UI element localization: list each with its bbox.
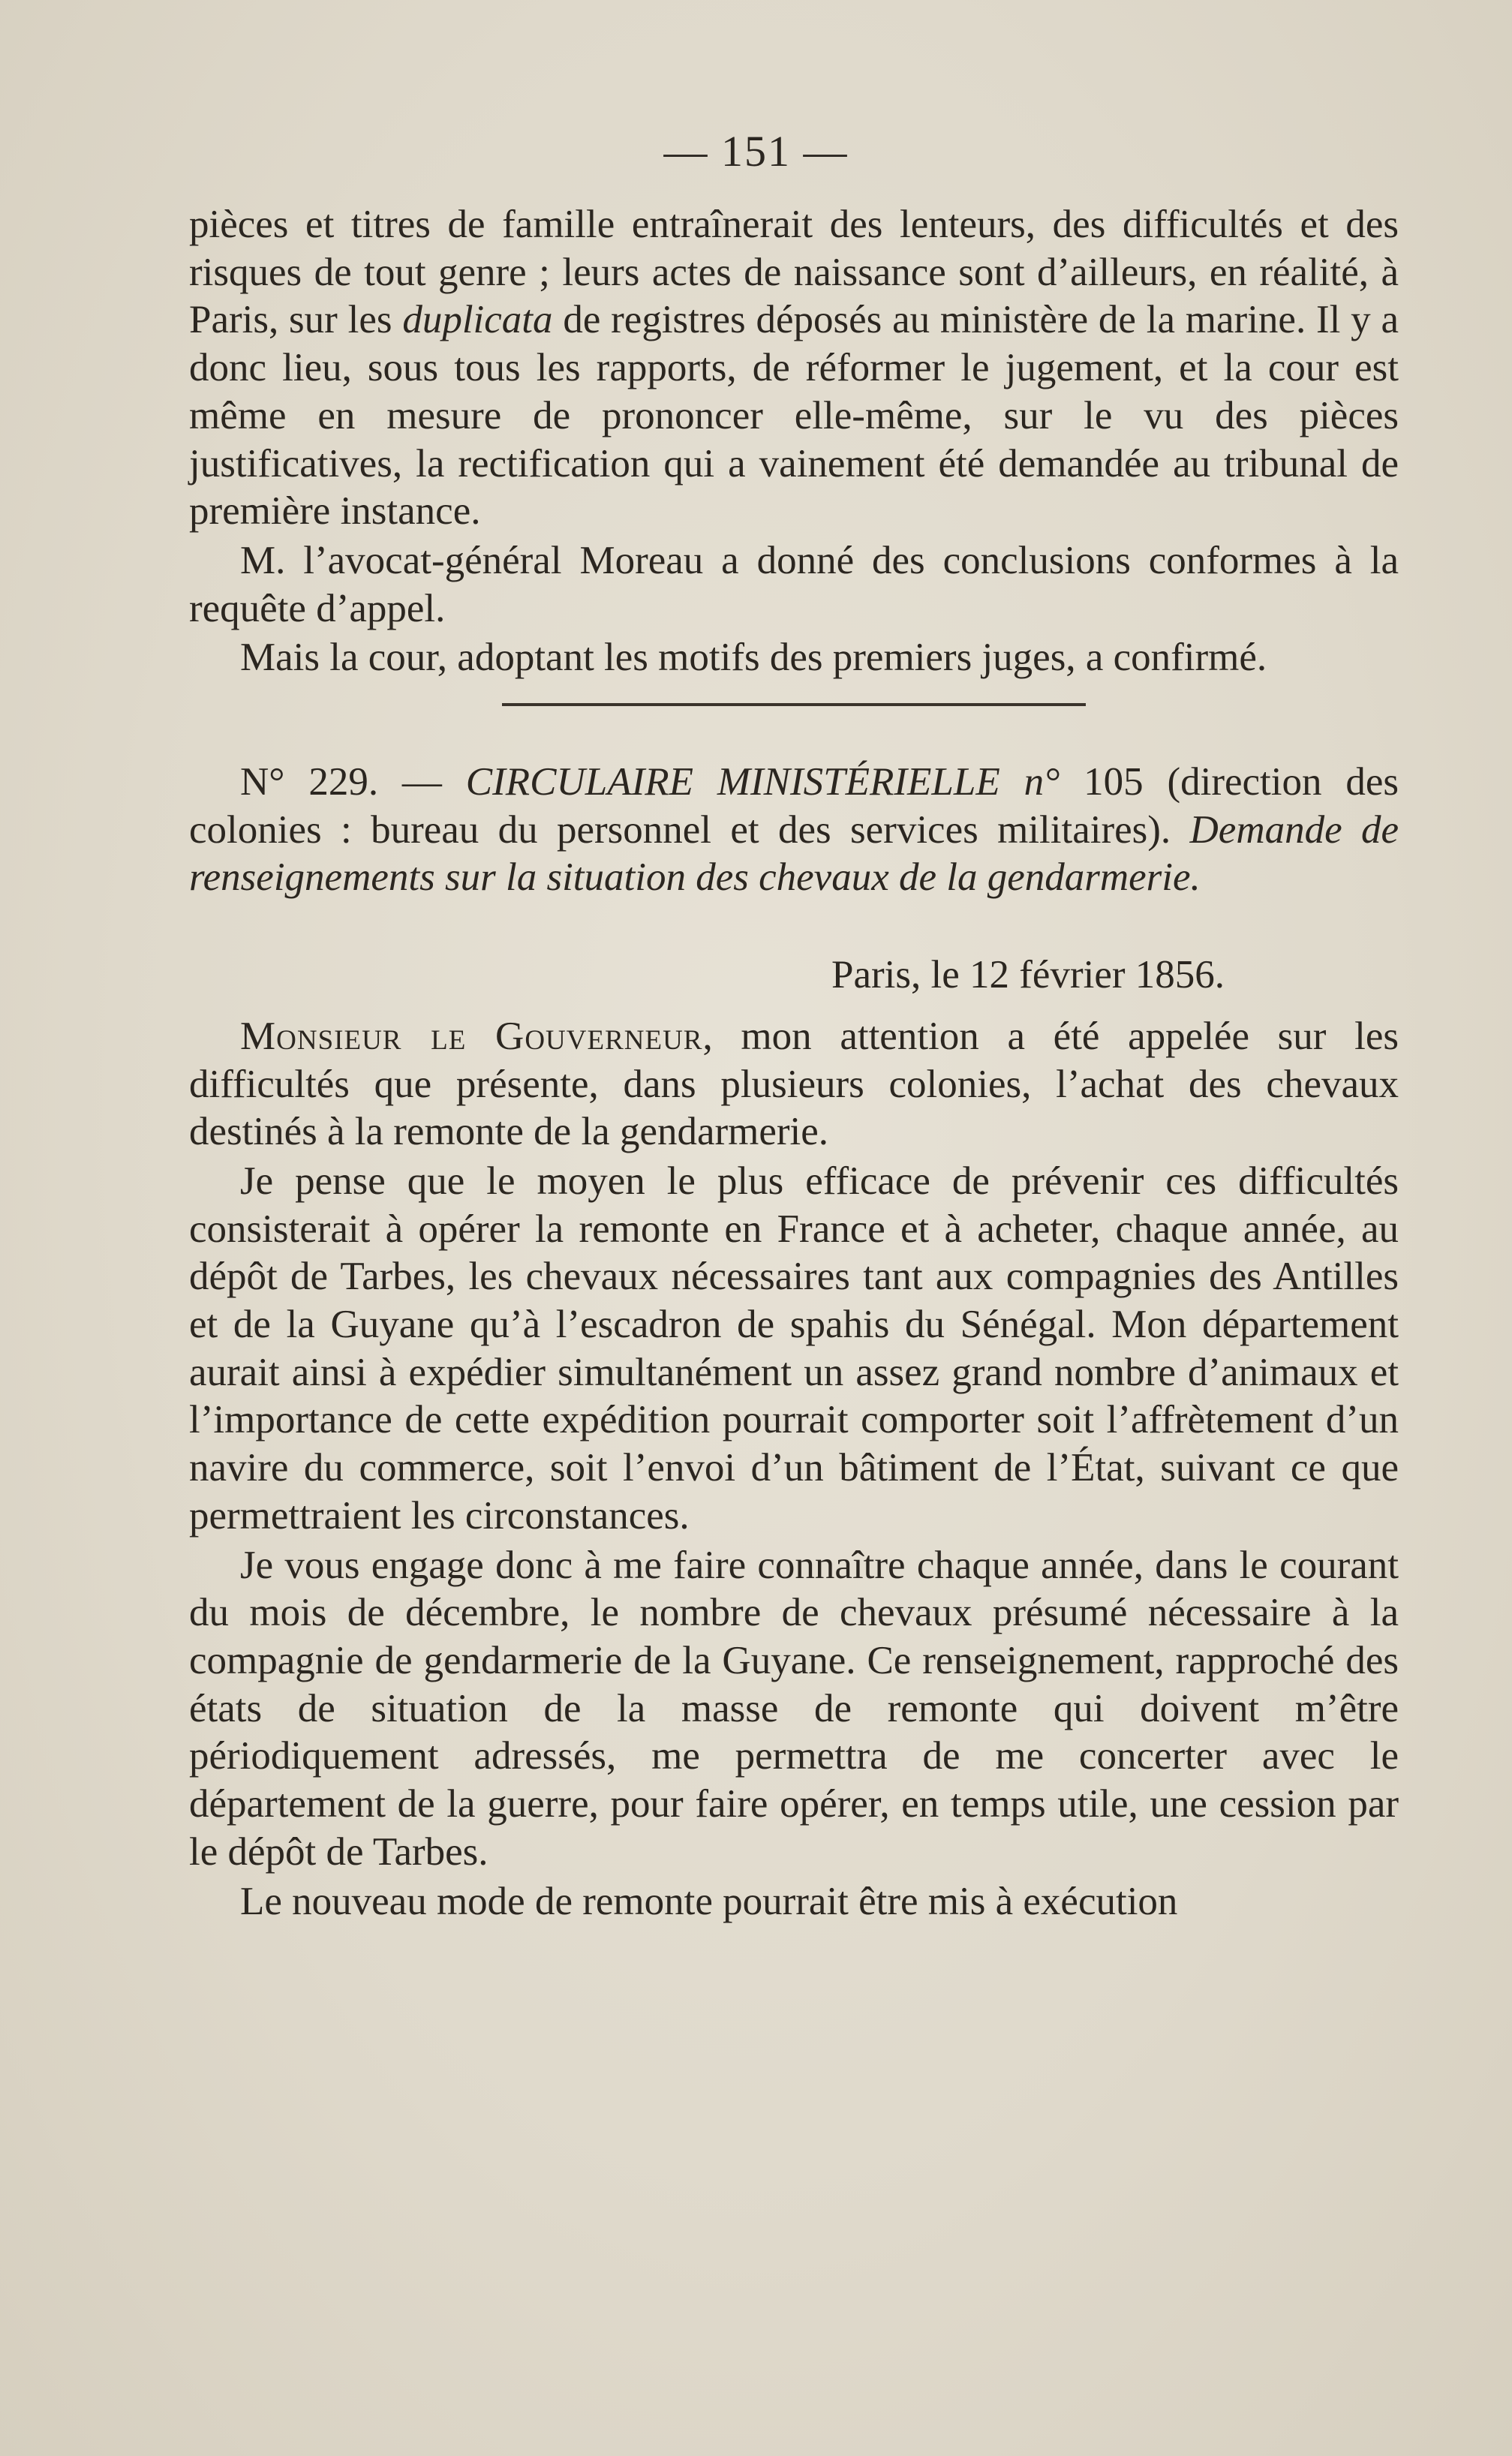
letter-paragraph-4: Le nouveau mode de remonte pourrait être mis à exécution — [240, 1879, 1178, 1923]
notice-number: N° 229. — — [240, 760, 466, 804]
letter-opening — [189, 1013, 1399, 1156]
paragraph-text: pièces et titres de famille entraînerait des lenteurs, des difficultés et des risques de tout genre ; leurs actes de naissance sont d’ailleurs, en réalité, à Paris, sur les — [189, 203, 1399, 342]
text-column — [189, 201, 1399, 1925]
continued-paragraph — [189, 201, 1399, 536]
letter-paragraph-3: Je vous engage donc à me faire connaître chaque année, dans le courant du mois de décembre, le nombre de chevaux présumé nécessaire à la compagnie de gendarmerie de la Guyane. Ce renseignement, rapproché des états de situation de la masse de remonte qui doivent m’être périodiquement adressés, me permettra de me concerter avec le département de la guerre, pour faire opérer, en temps utile, une cession par le dépôt de Tarbes. — [189, 1543, 1399, 1874]
notice-details: 105 (direction des colonies : bureau du personnel et des services militaires). — [189, 760, 1399, 852]
paragraph-text-end: de registres déposés au ministère de la marine. Il y a donc lieu, sous tous les rapports, de réformer le jugement, et la cour est même en mesure de prononcer elle-même, sur le vu des pièces justificatives, la rectification qui a vainement été demandée au tribunal de première instance. — [189, 298, 1399, 534]
salutation: Monsieur le Gouverneur — [240, 1014, 703, 1058]
dateline: Paris, le 12 février 1856. — [831, 953, 1225, 997]
notice-subject: Demande de renseignements sur la situation des chevaux de la gendarmerie. — [189, 807, 1399, 900]
notice-no-label: n° — [999, 760, 1060, 804]
section-divider — [502, 703, 1086, 706]
letter-paragraph-2: Je pense que le moyen le plus efficace de prévenir ces difficultés consisterait à opérer la remonte en France et à acheter, chaque année, au dépôt de Tarbes, les chevaux nécessaires tant aux compagnies des Antilles et de la Guyane qu’à l’escadron de spahis du Sénégal. Mon département aurait ainsi à expédier simultanément un assez grand nombre d’animaux et l’importance de cette expédition pourrait comporter soit l’affrètement d’un navire du commerce, soit l’envoi d’un bâtiment de l’État, suivant ce que permettraient les circonstances. — [189, 1159, 1399, 1538]
page-number: — 151 — — [663, 127, 849, 176]
opening-text: , mon attention a été appelée sur les difficultés que présente, dans plusieurs colonies, l’achat des chevaux destinés à la remonte de la gendarmerie. — [189, 1014, 1399, 1154]
italic-term: duplicata — [402, 298, 553, 342]
paragraph-conclusions: M. l’avocat-général Moreau a donné des conclusions conformes à la requête d’appel. — [189, 538, 1399, 630]
notice-type: CIRCULAIRE MINISTÉRIELLE — [465, 760, 1000, 804]
notice-heading — [189, 759, 1399, 902]
paragraph-ruling: Mais la cour, adoptant les motifs des premiers juges, a confirmé. — [240, 636, 1267, 680]
